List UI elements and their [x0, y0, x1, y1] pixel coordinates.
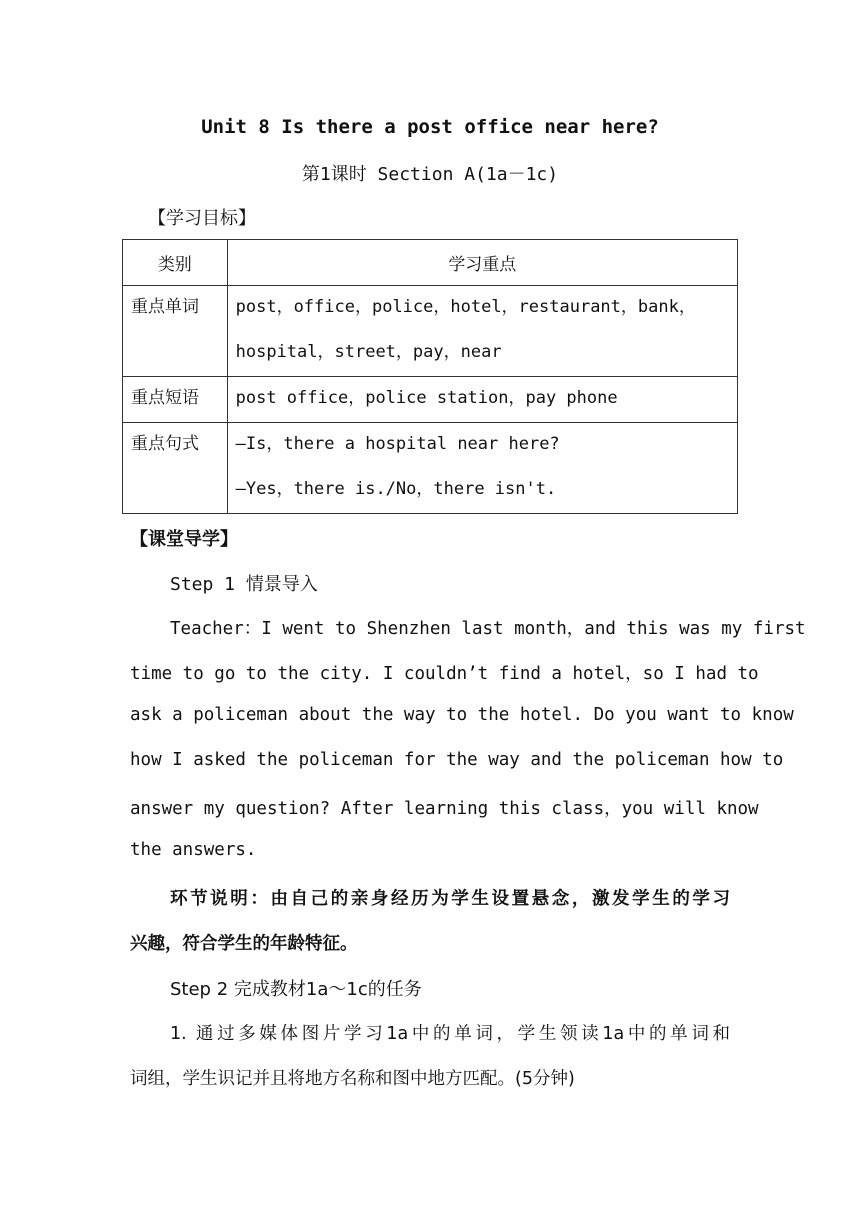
note-line: 兴趣，符合学生的年龄特征。	[130, 934, 358, 954]
step1-title: Step 1 情景导入	[170, 574, 318, 595]
objectives-heading: 【学习目标】	[148, 208, 256, 229]
header-category: 类别	[123, 240, 228, 286]
content-line: post，office，police，hotel，restaurant，bank，	[235, 297, 696, 317]
header-focus: 学习重点	[227, 240, 737, 286]
step1-line: time to go to the city. I couldn’t find a hotel，so I had to	[130, 664, 759, 684]
step2-line: 词组，学生识记并且将地方名称和图中地方匹配。(5分钟)	[130, 1069, 575, 1089]
content-line: —Yes，there is./No，there isn't.	[235, 479, 557, 499]
row-category: 重点短语	[123, 377, 228, 423]
table-row	[123, 286, 738, 377]
content-line: hospital，street，pay，near	[235, 342, 502, 362]
content-line: —Is，there a hospital near here?	[235, 434, 560, 454]
objectives-table	[122, 239, 738, 514]
row-content	[227, 423, 737, 514]
table-header-row	[123, 240, 738, 286]
step2-line: 1. 通过多媒体图片学习1a中的单词，学生领读1a中的单词和	[170, 1024, 730, 1044]
table-row	[123, 377, 738, 423]
row-content	[227, 377, 737, 423]
unit-title: Unit 8 Is there a post office near here?	[201, 116, 659, 138]
step2-title: Step 2 完成教材1a～1c的任务	[170, 979, 422, 1000]
lesson-subtitle: 第1课时 Section A(1a－1c)	[301, 164, 559, 185]
row-content	[227, 286, 737, 377]
row-category: 重点句式	[123, 423, 228, 514]
step1-line: the answers.	[130, 840, 257, 860]
table-row	[123, 423, 738, 514]
step1-line: how I asked the policeman for the way and the policeman how to	[130, 750, 784, 770]
step1-line: answer my question? After learning this class，you will know	[130, 799, 759, 819]
step1-line: ask a policeman about the way to the hotel. Do you want to know	[130, 705, 794, 725]
note-line: 环节说明：由自己的亲身经历为学生设置悬念，激发学生的学习	[170, 889, 730, 909]
row-category: 重点单词	[123, 286, 228, 377]
content-line: post office，police station，pay phone	[235, 388, 618, 408]
step1-line: Teacher：I went to Shenzhen last month，and this was my first	[170, 619, 806, 639]
guide-heading: 【课堂导学】	[130, 529, 238, 550]
